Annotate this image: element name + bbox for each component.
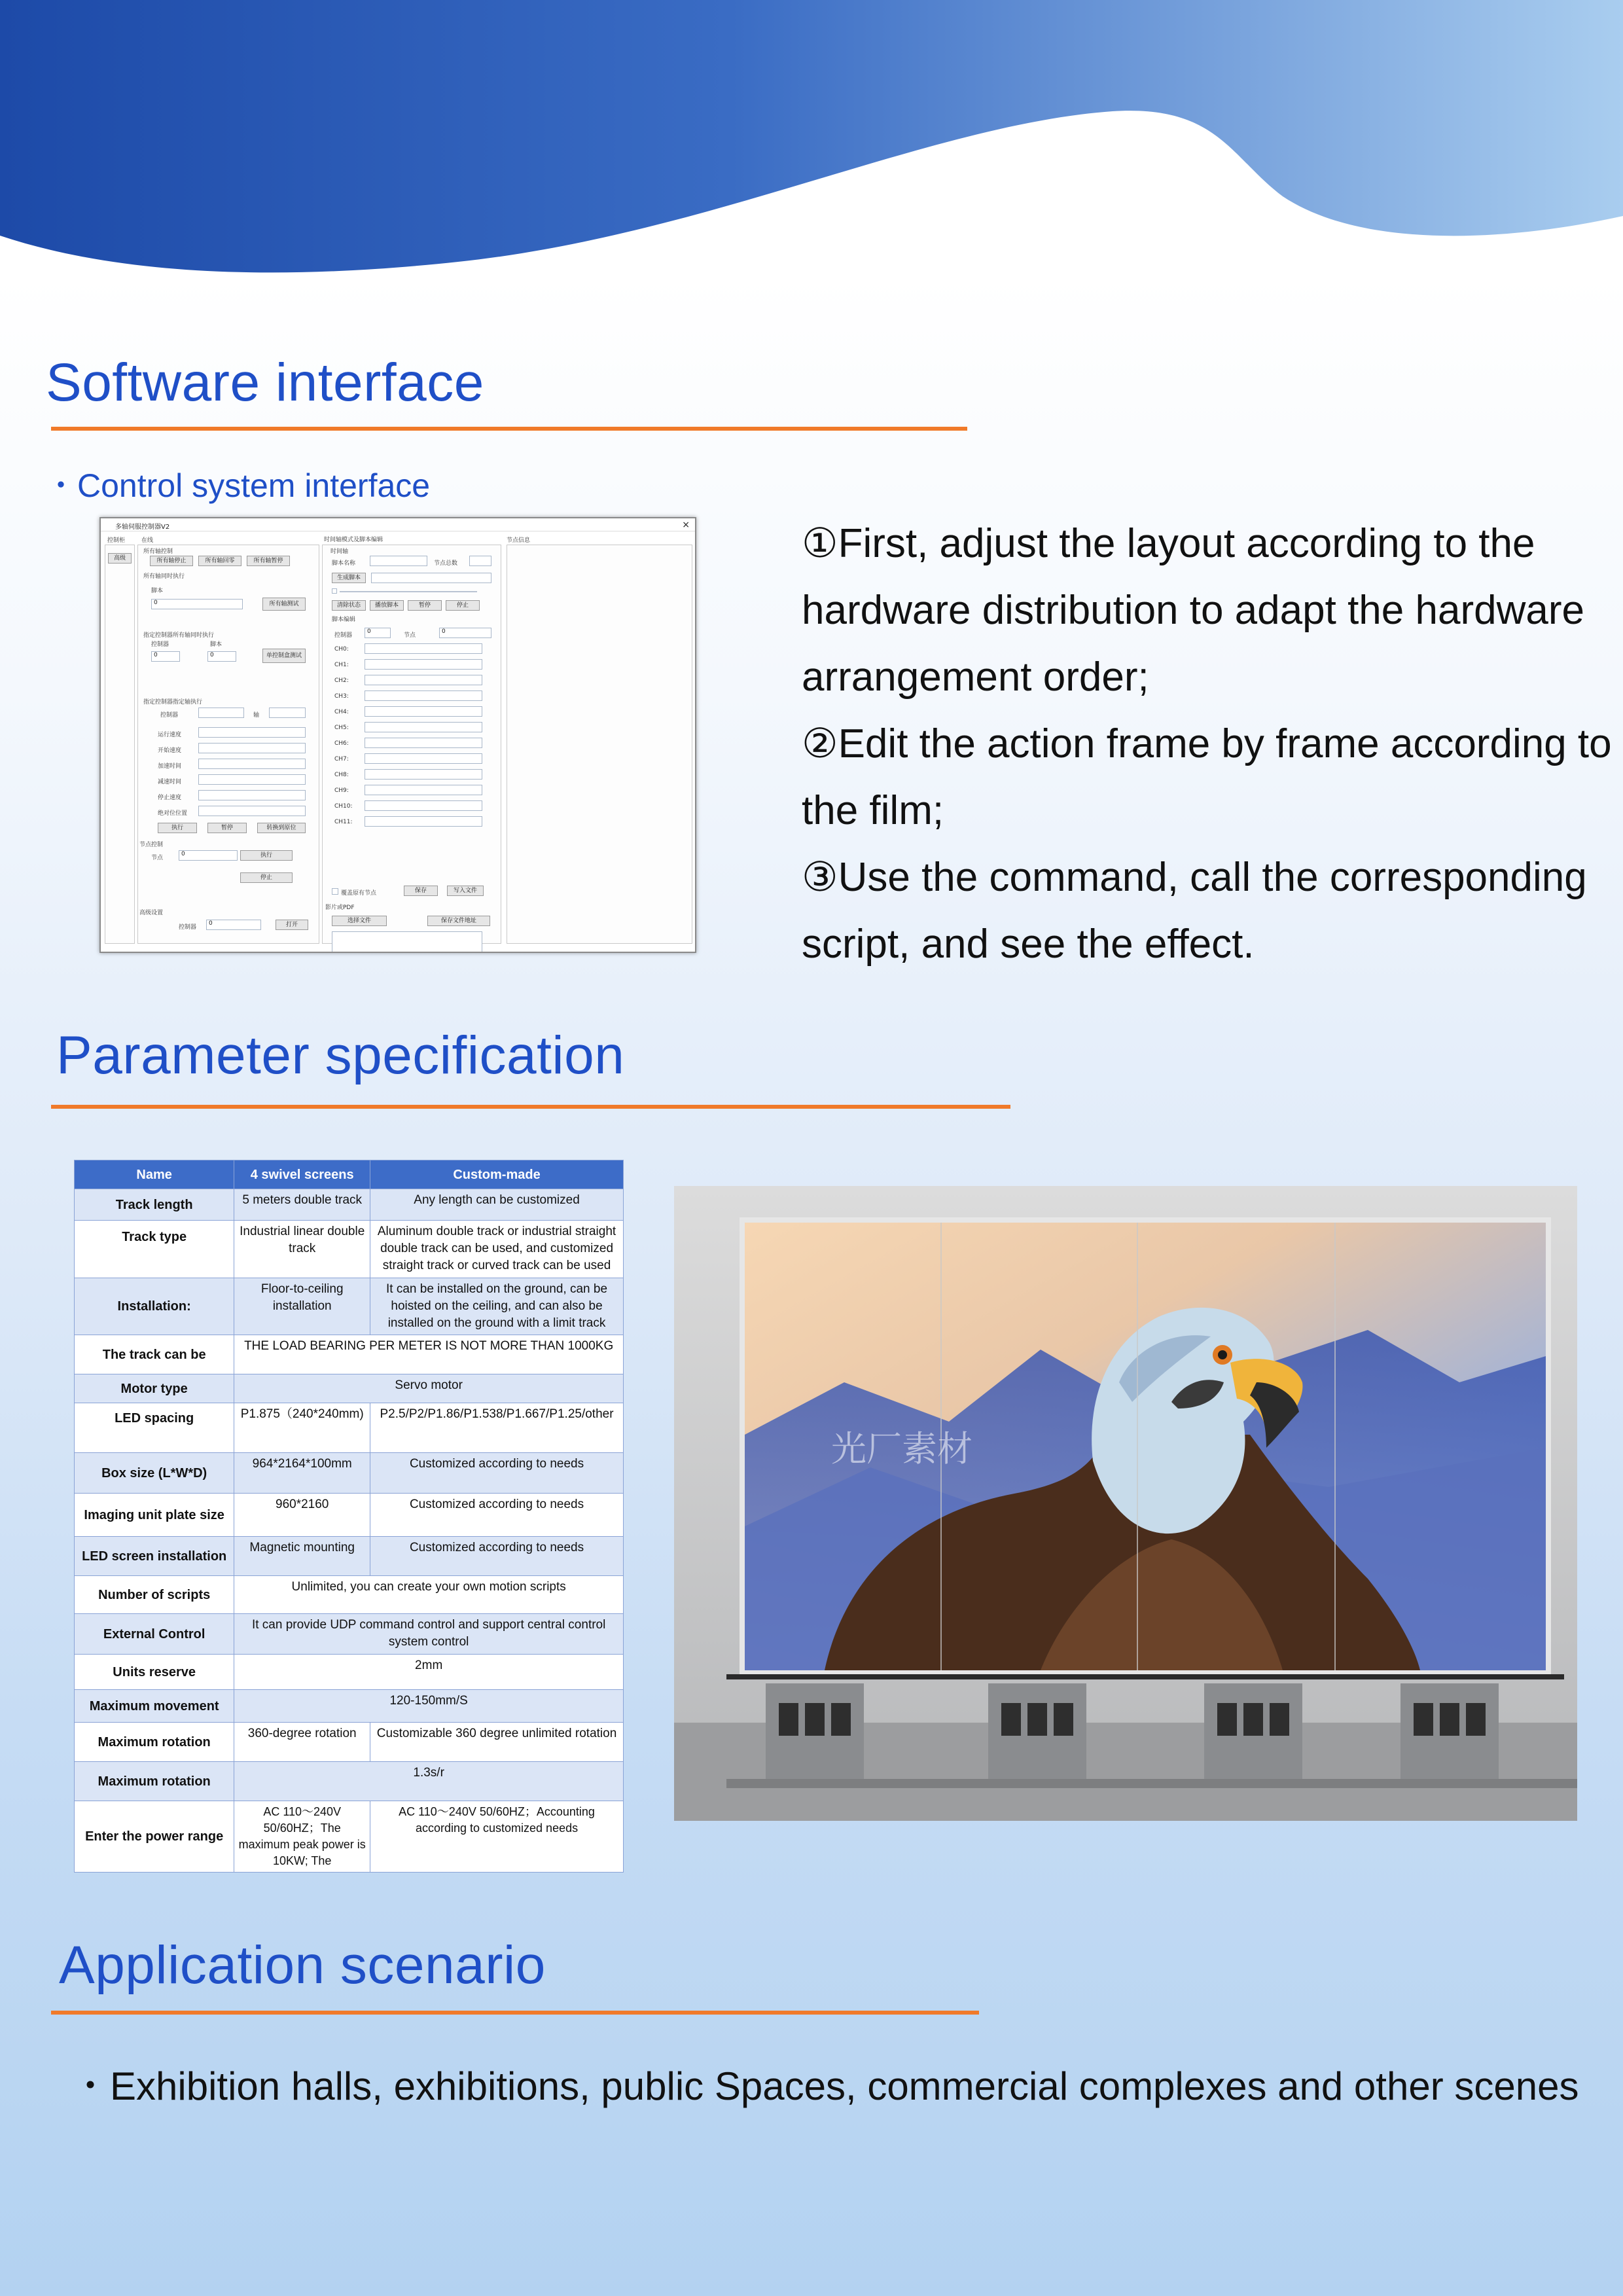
- group-advanced: 高级设置: [139, 910, 164, 916]
- window-titlebar: [101, 518, 695, 531]
- slider-checkbox[interactable]: [332, 588, 337, 594]
- all-test-button[interactable]: 所有轴测试: [262, 598, 306, 611]
- row-name: Maximum movement: [75, 1690, 234, 1723]
- table-header: 4 swivel screens: [234, 1160, 370, 1189]
- channel-input[interactable]: [365, 643, 482, 654]
- product-photo: [674, 1186, 1577, 1821]
- header-wave-banner: [0, 0, 1623, 281]
- channel-label: CH11:: [334, 819, 353, 825]
- axis-field-input[interactable]: [198, 759, 306, 769]
- channel-label: CH5:: [334, 725, 349, 731]
- table-row: [75, 1690, 624, 1723]
- table-row: [75, 1723, 624, 1762]
- app-title-rule: [51, 2011, 979, 2015]
- script-input[interactable]: 0: [151, 599, 243, 609]
- channel-input[interactable]: [365, 675, 482, 685]
- row-name: Motor type: [75, 1374, 234, 1403]
- advanced-ctrl-input[interactable]: 0: [206, 920, 261, 930]
- script-label-2: 脚本: [210, 641, 223, 648]
- row-name: Track type: [75, 1221, 234, 1278]
- row-value: Unlimited, you can create your own motion scripts: [234, 1576, 624, 1614]
- controller-label: 控制器: [151, 641, 169, 648]
- axis-input[interactable]: [269, 708, 306, 718]
- node-total-label: 节点总数: [434, 560, 458, 567]
- table-row: [75, 1801, 624, 1873]
- software-section-title: Software interface: [46, 353, 484, 412]
- channel-input[interactable]: [365, 738, 482, 748]
- controller-label-2: 控制器: [160, 712, 179, 719]
- node-info-panel: [507, 545, 692, 944]
- channel-label: CH9:: [334, 787, 349, 794]
- row-value: Customized according to needs: [370, 1537, 624, 1576]
- row-value: Customized according to needs: [370, 1494, 624, 1537]
- script-edit-panel: [322, 537, 501, 944]
- row-name: Track length: [75, 1189, 234, 1221]
- channel-input[interactable]: [365, 722, 482, 732]
- single-test-button[interactable]: 单控制盒测试: [262, 649, 306, 663]
- row-name: External Control: [75, 1614, 234, 1655]
- group-ctrl-exec: 指定控制器所有轴同时执行: [143, 632, 215, 639]
- channel-label: CH3:: [334, 693, 349, 700]
- row-value: AC 110～240V 50/60HZ；The maximum peak power is 10KW; The: [234, 1801, 370, 1873]
- row-value: It can be installed on the ground, can be hoisted on the ceiling, and can also be installed on the ground with a limit track: [370, 1278, 624, 1335]
- row-value: 5 meters double track: [234, 1189, 370, 1221]
- to-origin-button[interactable]: 转换到原位: [257, 823, 306, 833]
- step-2: ②Edit the action frame by frame according to the film;: [802, 721, 1612, 833]
- tab-advanced[interactable]: 高级: [108, 553, 132, 564]
- script-label: 脚本: [151, 588, 164, 594]
- controller-label-3: 控制器: [179, 924, 197, 931]
- table-row: [75, 1221, 624, 1278]
- row-name: Number of scripts: [75, 1576, 234, 1614]
- axis-field-label: 运行速度: [158, 732, 182, 738]
- table-row: [75, 1189, 624, 1221]
- channel-input[interactable]: [365, 816, 482, 827]
- window-title: 多轴伺服控制器V2: [115, 524, 170, 531]
- time-slider-track[interactable]: [340, 591, 477, 592]
- script-pause-button[interactable]: 暂停: [408, 600, 442, 611]
- open-button[interactable]: 打开: [276, 920, 308, 930]
- axis-field-label: 停止速度: [158, 795, 182, 801]
- save-addr-button[interactable]: 保存文件地址: [427, 916, 490, 926]
- channel-label: CH1:: [334, 662, 349, 668]
- table-row: [75, 1453, 624, 1494]
- axis-field-input[interactable]: [198, 727, 306, 738]
- axis-ctrl-input[interactable]: [198, 708, 244, 718]
- controller-input[interactable]: 0: [151, 651, 180, 662]
- table-row: [75, 1374, 624, 1403]
- group-axis-exec: 指定控制器指定轴执行: [143, 699, 203, 706]
- table-row: [75, 1494, 624, 1537]
- row-value: Customized according to needs: [370, 1453, 624, 1494]
- script-stop-button[interactable]: 停止: [446, 600, 480, 611]
- all-zero-button[interactable]: 所有轴回零: [198, 556, 241, 566]
- tab-controller[interactable]: 控制柜: [107, 537, 126, 544]
- table-row: [75, 1614, 624, 1655]
- axis-field-label: 加速时间: [158, 763, 182, 770]
- channel-input[interactable]: [365, 706, 482, 717]
- row-value: Magnetic mounting: [234, 1537, 370, 1576]
- row-value: 360-degree rotation: [234, 1723, 370, 1762]
- axis-field-input[interactable]: [198, 790, 306, 800]
- axis-field-input[interactable]: [198, 806, 306, 816]
- channel-label: CH0:: [334, 646, 349, 653]
- channel-input[interactable]: [365, 753, 482, 764]
- overwrite-label: 覆盖原有节点: [341, 890, 377, 897]
- row-name: LED screen installation: [75, 1537, 234, 1576]
- node-input[interactable]: 0: [179, 850, 238, 861]
- table-row: [75, 1335, 624, 1374]
- step-1: ①First, adjust the layout according to the hardware distribution to adapt the hardware arrangement order;: [802, 521, 1584, 700]
- row-name: Maximum rotation: [75, 1762, 234, 1801]
- row-value: Industrial linear double track: [234, 1221, 370, 1278]
- script-select[interactable]: [371, 573, 491, 583]
- channel-label: CH2:: [334, 677, 349, 684]
- axis-field-label: 减速时间: [158, 779, 182, 785]
- control-software-screenshot: [99, 517, 696, 953]
- row-value: Servo motor: [234, 1374, 624, 1403]
- row-name: Installation:: [75, 1278, 234, 1335]
- row-name: LED spacing: [75, 1403, 234, 1453]
- play-script-button[interactable]: 播放脚本: [370, 600, 404, 611]
- channel-label: CH6:: [334, 740, 349, 747]
- table-row: [75, 1278, 624, 1335]
- save-button[interactable]: 保存: [404, 886, 438, 896]
- node-info-label: 节点信息: [507, 537, 531, 544]
- write-file-button[interactable]: 写入文件: [447, 886, 484, 896]
- row-value: It can provide UDP command control and support central control system control: [234, 1614, 624, 1655]
- script-name-input[interactable]: [370, 556, 427, 566]
- channel-ctrl-input[interactable]: 0: [365, 628, 391, 638]
- all-pause-button[interactable]: 所有轴暂停: [247, 556, 290, 566]
- channel-input[interactable]: [365, 800, 482, 811]
- channel-input[interactable]: [365, 785, 482, 795]
- row-name: Box size (L*W*D): [75, 1453, 234, 1494]
- param-section-title: Parameter specification: [56, 1026, 625, 1085]
- file-path-field[interactable]: [332, 931, 482, 953]
- row-value: Any length can be customized: [370, 1189, 624, 1221]
- controller-script-input[interactable]: 0: [207, 651, 236, 662]
- channel-input[interactable]: [365, 691, 482, 701]
- row-name: Maximum rotation: [75, 1723, 234, 1762]
- control-system-subtitle: ・Control system interface: [45, 467, 431, 504]
- overwrite-checkbox[interactable]: [332, 888, 338, 895]
- steps-text: [802, 511, 1613, 978]
- pdf-label: 影片或PDF: [325, 905, 355, 911]
- row-value: AC 110～240V 50/60HZ；Accounting according to customized needs: [370, 1801, 624, 1873]
- choose-file-button[interactable]: 选择文件: [332, 916, 387, 926]
- table-row: [75, 1762, 624, 1801]
- param-title-rule: [51, 1105, 1010, 1109]
- table-row: [75, 1655, 624, 1690]
- left-nav-panel: [105, 545, 135, 944]
- channel-label: CH4:: [334, 709, 349, 715]
- channel-node-input[interactable]: 0: [439, 628, 491, 638]
- gen-script-button[interactable]: 生成脚本: [332, 573, 366, 583]
- led-swivel-screen-photo: [674, 1186, 1577, 1821]
- node-exec-button[interactable]: 执行: [240, 850, 293, 861]
- time-axis-label: 时间轴: [330, 548, 349, 555]
- axis-field-input[interactable]: [198, 743, 306, 753]
- row-value: 2mm: [234, 1655, 624, 1690]
- table-header: Name: [75, 1160, 234, 1189]
- row-value: Customizable 360 degree unlimited rotation: [370, 1723, 624, 1762]
- row-value: 1.3s/r: [234, 1762, 624, 1801]
- channel-label: CH7:: [334, 756, 349, 762]
- group-script: 时间轴模式及脚本编辑: [324, 537, 383, 543]
- table-row: [75, 1403, 624, 1453]
- app-scenario-text: ・Exhibition halls, exhibitions, public Spaces, commercial complexes and other scenes: [71, 2064, 1579, 2108]
- axis-control-panel: [137, 545, 319, 944]
- row-name: The track can be: [75, 1335, 234, 1374]
- step-3: ③Use the command, call the corresponding script, and see the effect.: [802, 855, 1587, 967]
- channel-label: CH10:: [334, 803, 353, 810]
- table-row: [75, 1537, 624, 1576]
- clear-state-button[interactable]: 清除状态: [332, 600, 366, 611]
- row-value: THE LOAD BEARING PER METER IS NOT MORE THAN 1000KG: [234, 1335, 624, 1374]
- node-stop-button[interactable]: 停止: [240, 872, 293, 883]
- app-section-title: Application scenario: [59, 1935, 546, 1995]
- channel-input[interactable]: [365, 659, 482, 670]
- row-name: Units reserve: [75, 1655, 234, 1690]
- channel-ctrl-label: 控制器: [334, 632, 353, 639]
- row-value: P2.5/P2/P1.86/P1.538/P1.667/P1.25/other: [370, 1403, 624, 1453]
- table-row: [75, 1576, 624, 1614]
- tab-online[interactable]: 在线: [141, 537, 154, 544]
- row-value: Floor-to-ceiling installation: [234, 1278, 370, 1335]
- script-edit-label: 脚本编辑: [332, 617, 356, 623]
- row-name: Enter the power range: [75, 1801, 234, 1873]
- row-value: Aluminum double track or industrial straight double track can be used, and customized straight track or curved track can be used: [370, 1221, 624, 1278]
- row-name: Imaging unit plate size: [75, 1494, 234, 1537]
- close-icon[interactable]: ×: [682, 520, 690, 530]
- spec-table: [74, 1160, 624, 1873]
- channel-input[interactable]: [365, 769, 482, 780]
- all-stop-button[interactable]: 所有轴停止: [150, 556, 193, 566]
- node-total-input[interactable]: [469, 556, 491, 566]
- row-value: P1.875（240*240mm): [234, 1403, 370, 1453]
- channel-label: CH8:: [334, 772, 349, 778]
- group-node: 节点控制: [139, 842, 164, 848]
- group-all-axis: 所有轴控制: [143, 548, 173, 555]
- axis-field-input[interactable]: [198, 774, 306, 785]
- axis-field-label: 开始速度: [158, 747, 182, 754]
- script-name-label: 脚本名称: [332, 560, 356, 567]
- pause-button[interactable]: 暂停: [207, 823, 247, 833]
- group-all-exec: 所有轴同时执行: [143, 573, 185, 580]
- row-value: 120-150mm/S: [234, 1690, 624, 1723]
- photo-watermark: 光厂素材: [831, 1428, 972, 1469]
- row-value: 964*2164*100mm: [234, 1453, 370, 1494]
- software-title-rule: [51, 427, 967, 431]
- channel-node-label: 节点: [404, 632, 416, 639]
- axis-field-label: 绝对位位置: [158, 810, 188, 817]
- node-label: 节点: [151, 855, 164, 861]
- axis-label: 轴: [253, 712, 260, 719]
- exec-button[interactable]: 执行: [158, 823, 197, 833]
- table-header: Custom-made: [370, 1160, 624, 1189]
- row-value: 960*2160: [234, 1494, 370, 1537]
